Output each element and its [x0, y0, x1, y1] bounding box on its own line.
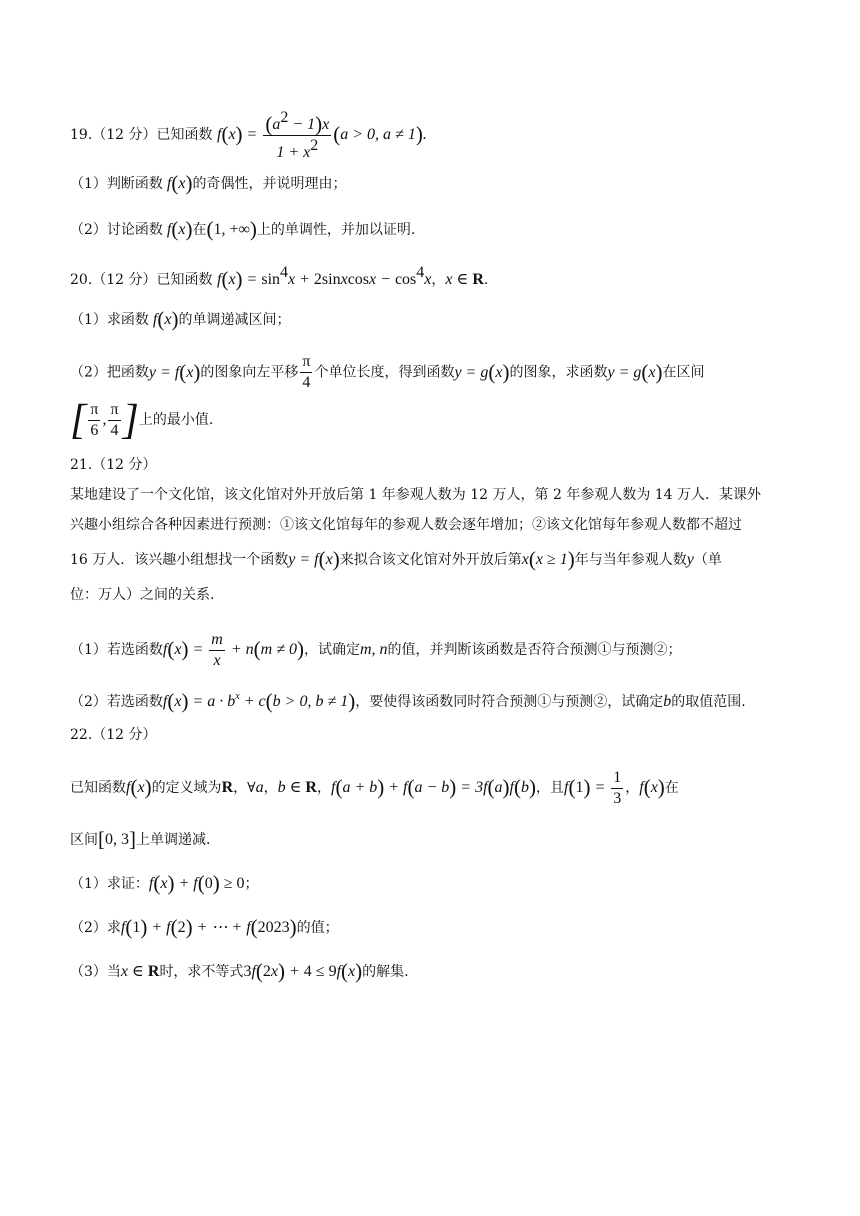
q22-part2	[70, 916, 792, 939]
q21-body-3a: 16 万人．该兴趣小组想找一个函数	[70, 552, 289, 568]
q22-body-a: 已知函数	[70, 780, 126, 797]
q21-part1	[70, 630, 792, 671]
q22-part1-formula: f(x) + f(0) ≥ 0	[148, 871, 245, 895]
q22-a: a	[255, 779, 264, 797]
q22-part1	[70, 872, 792, 895]
q21-part1-text-c: 的值，并判断该函数是否符合预测①与预测②；	[387, 642, 682, 659]
q20-part2-text-c: 个单位长度，得到函数	[314, 364, 455, 381]
q20-function-formula: $f(x) = \sin^4x$ + 2sinxcosx − $\cos^4x$	[216, 264, 432, 291]
q20-part2-text-a: （2）把函数	[70, 364, 149, 381]
q20-part1	[70, 308, 792, 331]
q19-function-formula: f(x) = $\frac{(a^2 - 1)x}{1 + x^2}$ (a > 0, a ≠ 1).	[216, 109, 427, 161]
q22-part3-text-c: 的解集.	[362, 964, 409, 980]
q20-part2-yfx: y = f(x)	[148, 359, 201, 384]
q21-part1-formula: f(x) = $\frac{m}{x}$ + n(m ≠ 0)	[162, 631, 304, 669]
q22-body-h: 在	[664, 780, 679, 797]
q20-part2-interval: [ $\frac{\pi}{6}$ , $\frac{\pi}{4}$ ]	[70, 397, 139, 444]
q21-year-cond: x(x ≥ 1)	[521, 547, 575, 571]
q20-part2-text-e: 在区间	[662, 364, 705, 381]
q21-yfx: y = f(x)	[288, 547, 340, 571]
q20-part2-ygx-2: y = g(x)	[607, 359, 663, 384]
q19-head: 19.（12 分）已知函数	[70, 127, 213, 144]
q21-body-3c: 年与当年参观人数	[574, 552, 687, 568]
q21-part2-formula: $f(x) = a \cdot b^x + c(b > 0$, b ≠ 1)	[162, 689, 356, 713]
q22-part3-inequality: 3f(2x) + 4 ≤ 9f(x)	[243, 959, 363, 983]
q19-part1-text-a: （1）判断函数	[70, 176, 163, 192]
q21-part1-text-a: （1）若选函数	[70, 642, 163, 659]
q20-part2-ygx: y = g(x)	[454, 359, 510, 384]
q20-part2-text-f: 上的最小值.	[138, 412, 214, 429]
q22-part3-text-a: （3）当	[70, 964, 121, 980]
q22-functional-eq: f(a + b) + f(a − b) = 3f(a)f(b)	[330, 775, 536, 800]
q22-body-1	[70, 768, 792, 809]
q21-part2-text-c: 的取值范围.	[671, 694, 746, 710]
q21-part1-mn: m, n	[359, 641, 388, 659]
q21-body-3d: （单	[693, 552, 722, 568]
q21-head: 21.（12 分）	[70, 457, 157, 473]
q21-part2-text-a: （2）若选函数	[70, 694, 163, 710]
q21-body-3b: 来拟合该文化馆对外开放后第	[339, 552, 522, 568]
q22-body-2a: 区间	[70, 832, 98, 848]
q21-body-2: 兴趣小组综合各种因素进行预测：①该文化馆每年的参观人数会逐年增加；②该文化馆每年参观人数都不超过	[70, 517, 742, 533]
q22-part3-text-b: 时，求不等式	[159, 964, 244, 980]
q19-stem	[70, 108, 792, 163]
q19-part2-interval: (1, +∞)	[206, 217, 257, 241]
q21-var-y: y	[686, 551, 694, 568]
q19-part1	[70, 172, 792, 195]
q22-b-in-R: b ∈ R	[277, 779, 317, 797]
q22-part3	[70, 960, 792, 983]
q20-part2	[70, 352, 792, 393]
q22-body-f: ，且	[535, 780, 564, 797]
q22-part3-x-in-R: x ∈ R	[120, 963, 160, 980]
q21-part1-text-b: ，试确定	[303, 642, 360, 659]
q19-part2-text-a: （2）讨论函数	[70, 222, 163, 238]
q20-part1-text-b: 的单调递减区间；	[178, 312, 291, 328]
q22-body-b: 的定义域为	[151, 780, 222, 797]
q19-part2-text-c: 上的单调性，并加以证明.	[256, 222, 416, 238]
q20-stem: 20.（12 分）已知函数 $f(x) = \sin^4x$ + 2sinxcosx − $\cos^4x$，x ∈ R.	[70, 264, 489, 291]
q21-part2-b: b	[663, 693, 672, 710]
q22-fx-2: f(x)	[639, 775, 665, 800]
q22-body-d: ，	[263, 780, 278, 797]
q19-part2-fx: f(x)	[162, 217, 193, 241]
q22-body-e: ，	[316, 780, 331, 797]
q20-part2-text-b: 的图象向左平移	[200, 364, 299, 381]
q21-body-1: 某地建设了一个文化馆，该文化馆对外开放后第 1 年参观人数为 12 万人，第 2 年参观人数为 14 万人．某课外	[70, 487, 762, 503]
q20-part2-shift: $\frac{\pi}{4}$	[302, 353, 311, 391]
q20-domain: x ∈ R	[445, 271, 484, 288]
q22-f1: f(1) = $\frac{1}{3}$	[563, 769, 622, 807]
q20-part1-fx: f(x)	[148, 307, 179, 331]
q19-part1-fx: f(x)	[162, 171, 193, 195]
q22-part1-text-a: （1）求证：	[70, 876, 149, 892]
q22-part2-text-a: （2）求	[70, 920, 121, 936]
q21-part2	[70, 686, 792, 713]
q20-part1-text-a: （1）求函数	[70, 312, 149, 328]
q19-part2	[70, 218, 792, 241]
q22-body-2	[70, 828, 792, 851]
q19-part1-text-b: 的奇偶性，并说明理由；	[192, 176, 347, 192]
q22-interval: [0, 3]	[98, 827, 136, 851]
q20-part2-cont	[70, 397, 792, 444]
q21-part2-text-b: ，要使得该函数同时符合预测①与预测②，试确定	[355, 694, 664, 710]
q22-part1-text-b: ；	[244, 876, 259, 892]
q21-body-4: 位：万人）之间的关系.	[70, 587, 215, 603]
q21-body-3	[70, 548, 792, 571]
q22-fx: f(x)	[126, 775, 152, 800]
q22-body-g: ，	[625, 780, 640, 797]
q22-part2-text-b: 的值；	[296, 920, 339, 936]
q22-part2-sum: f(1) + f(2) + ⋯ + f(2023)	[120, 915, 297, 939]
q22-head: 22.（12 分）	[70, 727, 157, 743]
q20-head: 20.（12 分）已知函数	[70, 272, 213, 288]
q19-part2-text-b: 在	[192, 222, 207, 238]
q22-body-c: ，∀	[233, 780, 256, 797]
q22-body-2b: 上单调递减.	[136, 832, 211, 848]
q22-R: R	[221, 779, 234, 797]
q20-part2-text-d: 的图象，求函数	[509, 364, 608, 381]
